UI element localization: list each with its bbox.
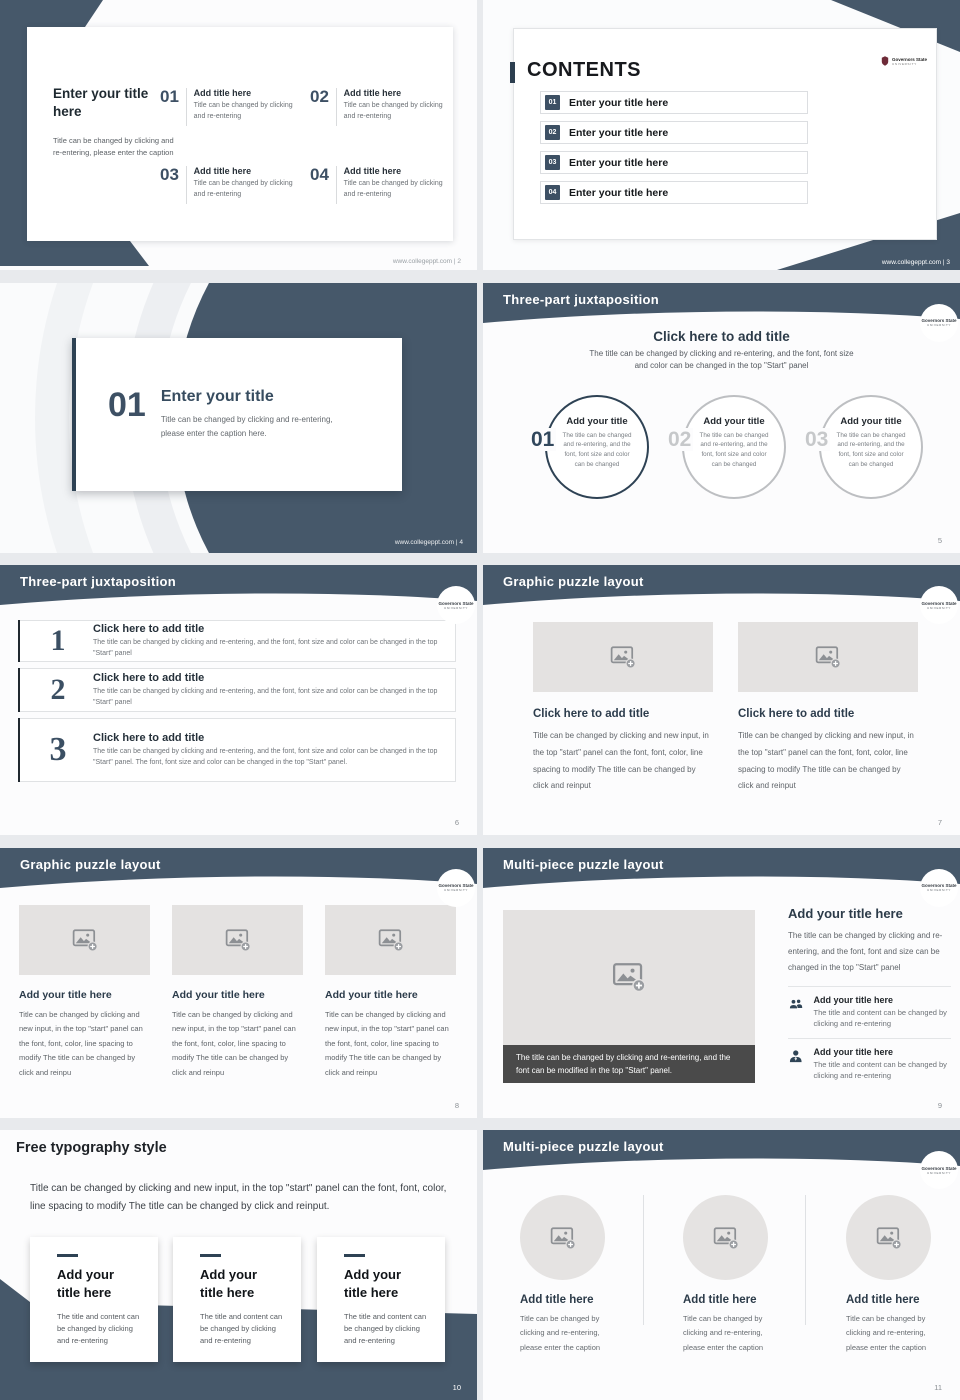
graphic-column xyxy=(325,905,456,1081)
item-title: Add title here xyxy=(193,88,252,98)
row-number: 2 xyxy=(50,673,66,706)
contents-title: CONTENTS xyxy=(527,59,641,81)
image-icon xyxy=(876,1226,902,1250)
image-icon xyxy=(378,928,404,952)
feature-desc: The title and content can be changed by clicking and re-entering xyxy=(813,1007,947,1029)
university-logo-badge xyxy=(437,586,475,624)
university-logo-badge xyxy=(920,586,958,624)
list-row xyxy=(18,620,456,662)
page-number: 5 xyxy=(937,535,942,545)
section-card xyxy=(72,338,402,491)
university-logo-badge xyxy=(920,1151,958,1189)
image-placeholder xyxy=(846,1195,931,1280)
column-title: Add title here xyxy=(683,1294,757,1306)
card-title: Add your title here xyxy=(57,1267,115,1301)
image-icon xyxy=(612,961,646,993)
logo-name: Governors State xyxy=(438,883,474,888)
image-placeholder xyxy=(503,910,755,1045)
column-title: Add title here xyxy=(520,1294,594,1306)
logo-sub: UNIVERSITY xyxy=(926,888,951,892)
image-caption: The title can be changed by clicking and re-entering, and the font can be modified in the top "Start" panel. xyxy=(503,1045,755,1083)
item-desc: Title can be changed by clicking and re-entering xyxy=(193,102,293,120)
column-desc: Title can be changed by clicking and re-entering, please enter the caption xyxy=(846,1314,927,1352)
column-desc: Title can be changed by clicking and new input, in the top "start" panel can the font, font, color, line spacing to modify The title can be changed by click and reinput xyxy=(738,731,914,791)
block-title: Add your title here xyxy=(788,905,903,921)
title-accent-bar xyxy=(510,62,515,83)
item-number-badge: 02 xyxy=(545,125,560,140)
list-row xyxy=(18,718,456,782)
item-number-badge: 04 xyxy=(545,185,560,200)
divider xyxy=(186,88,187,126)
slide-footer: www.collegeppt.com | 4 xyxy=(394,538,463,546)
two-people-icon xyxy=(788,995,803,1014)
logo-name: Governors State xyxy=(892,56,928,62)
header-title: Graphic puzzle layout xyxy=(503,574,644,589)
image-icon xyxy=(610,645,636,669)
content-card xyxy=(27,27,453,241)
dash-accent xyxy=(344,1254,365,1257)
circle-number: 03 xyxy=(805,427,829,451)
page-number: 8 xyxy=(454,1100,459,1110)
page-number: 7 xyxy=(937,818,942,827)
divider xyxy=(186,166,187,204)
logo-sub: UNIVERSITY xyxy=(443,605,468,610)
logo-sub: UNIVERSITY xyxy=(926,1170,951,1175)
header-title: Multi-piece puzzle layout xyxy=(503,1139,664,1154)
item-number-badge: 03 xyxy=(545,155,560,170)
image-icon xyxy=(225,928,251,952)
image-placeholder xyxy=(19,905,150,975)
slide-footer: www.collegeppt.com | 2 xyxy=(392,258,461,265)
section-number: 01 xyxy=(108,385,146,424)
person-icon xyxy=(788,1047,803,1066)
divider xyxy=(805,1195,806,1325)
logo-sub: UNIVERSITY xyxy=(926,323,951,327)
graphic-column xyxy=(172,905,303,1081)
slide-thumbnail-5[interactable] xyxy=(483,283,960,553)
row-number: 1 xyxy=(50,624,66,657)
slide-thumbnail-2[interactable] xyxy=(0,0,477,270)
logo-name: Governors State xyxy=(921,1165,957,1171)
slide-thumbnail-10[interactable] xyxy=(0,1130,477,1400)
image-icon xyxy=(550,1226,576,1250)
column-desc: Title can be changed by clicking and re-entering, please enter the caption xyxy=(520,1314,601,1352)
contents-item xyxy=(540,121,808,144)
column-desc: Title can be changed by clicking and new input, in the top "start" panel can the font, font, color, line spacing to modify The title can be changed by click and reinpu xyxy=(325,1009,449,1077)
slide-thumbnail-9[interactable] xyxy=(483,848,960,1118)
circle-title: Add your title xyxy=(840,415,902,427)
body-paragraph: Title can be changed by clicking and new input, in the top "start" panel can the font, font, color, line spacing to modify The title can be changed by click and reinput. xyxy=(30,1183,447,1212)
page-number: 9 xyxy=(937,1100,942,1110)
slide-thumbnail-11[interactable] xyxy=(483,1130,960,1400)
circle-desc: The title can be changed and re-entering, and the font, font size and color can be changed xyxy=(562,431,632,468)
contents-item xyxy=(540,91,808,114)
circle-column xyxy=(834,1195,944,1355)
item-title: Add title here xyxy=(343,88,402,98)
image-placeholder xyxy=(325,905,456,975)
feature-title: Add your title here xyxy=(813,994,893,1005)
card-desc: The title and content can be changed by clicking and re-entering xyxy=(57,1312,140,1346)
column-desc: Title can be changed by clicking and new input, in the top "start" panel can the font, font, color, line spacing to modify The title can be changed by click and reinpu xyxy=(172,1009,296,1077)
logo-sub: UNIVERSITY xyxy=(892,61,918,66)
page-number: 10 xyxy=(452,1383,461,1392)
circle-column xyxy=(671,1195,781,1355)
feature-desc: The title and content can be changed by clicking and re-entering xyxy=(813,1059,947,1081)
graphic-column xyxy=(19,905,150,1081)
circle-title: Add your title xyxy=(566,415,628,427)
numbered-item xyxy=(310,166,452,204)
item-number: 01 xyxy=(160,87,179,106)
circle-item xyxy=(805,395,923,499)
section-caption: Title can be changed by clicking and re-entering, please enter the caption here. xyxy=(160,414,333,438)
row-desc: The title can be changed by clicking and re-entering, and the font, font size and color can be changed in the top "Start" panel. The font, font size and color can be changed in the top "Start" panel. xyxy=(93,747,438,766)
image-icon xyxy=(713,1226,739,1250)
card-desc: The title and content can be changed by clicking and re-entering xyxy=(200,1312,283,1346)
page-number: 11 xyxy=(934,1383,942,1392)
contents-item xyxy=(540,151,808,174)
circle-desc: The title can be changed and re-entering, and the font, font size and color can be changed xyxy=(836,431,906,468)
divider xyxy=(336,166,337,204)
card-desc: The title and content can be changed by clicking and re-entering xyxy=(344,1312,427,1346)
image-placeholder xyxy=(533,622,713,692)
image-placeholder xyxy=(683,1195,768,1280)
item-number-badge: 01 xyxy=(545,95,560,110)
column-title: Add title here xyxy=(846,1294,920,1306)
text-card xyxy=(317,1237,445,1362)
slide-thumbnail-3[interactable] xyxy=(483,0,960,270)
image-placeholder xyxy=(738,622,918,692)
item-title: Add title here xyxy=(193,166,252,176)
slide-thumbnail-8[interactable] xyxy=(0,848,477,1118)
crest-icon xyxy=(881,56,889,66)
feature-item xyxy=(788,1038,951,1090)
logo-sub: UNIVERSITY xyxy=(926,605,951,610)
circle-column xyxy=(508,1195,618,1355)
row-title: Click here to add title xyxy=(93,731,205,744)
divider xyxy=(336,88,337,126)
header-title: Graphic puzzle layout xyxy=(20,856,161,872)
image-placeholder xyxy=(172,905,303,975)
slide-thumbnail-6[interactable] xyxy=(0,565,477,835)
column-desc: Title can be changed by clicking and new input, in the top "start" panel can the font, font, color, line spacing to modify The title can be changed by click and reinput xyxy=(533,731,709,791)
slide-footer: www.collegeppt.com | 3 xyxy=(881,259,950,266)
header-title: Free typography style xyxy=(16,1140,167,1156)
column-title: Add your title here xyxy=(325,988,418,1001)
item-label: Enter your title here xyxy=(569,126,669,139)
logo-name: Governors State xyxy=(921,318,957,323)
logo-sub: UNIVERSITY xyxy=(443,888,468,892)
row-desc: The title can be changed by clicking and re-entering, and the font, font size and color can be changed in the top "Start" panel xyxy=(93,638,438,657)
row-desc: The title can be changed by clicking and re-entering, and the font, font size and color can be changed in the top "Start" panel xyxy=(93,687,438,706)
circle-desc: The title can be changed and re-entering, and the font, font size and color can be changed xyxy=(699,431,769,468)
header-title: Three-part juxtaposition xyxy=(20,574,176,589)
column-title: Click here to add title xyxy=(738,708,855,720)
university-logo-badge xyxy=(920,304,958,342)
numbered-item xyxy=(160,88,302,126)
item-desc: Title can be changed by clicking and re-entering xyxy=(343,102,443,120)
university-logo-badge xyxy=(920,869,958,907)
circle-title: Add your title xyxy=(703,415,765,427)
item-number: 04 xyxy=(310,165,329,184)
column-title: Add your title here xyxy=(19,988,112,1001)
slide-caption: Title can be changed by clicking and re-entering, please enter the caption xyxy=(53,136,174,157)
dash-accent xyxy=(57,1254,78,1257)
text-card xyxy=(30,1237,158,1362)
item-desc: Title can be changed by clicking and re-entering xyxy=(193,180,293,198)
text-card xyxy=(173,1237,301,1362)
feature-title: Add your title here xyxy=(813,1046,893,1057)
circle-item xyxy=(531,395,649,499)
text-block xyxy=(788,906,951,1091)
feature-item xyxy=(788,987,951,1038)
circle-number: 01 xyxy=(531,427,555,451)
contents-item xyxy=(540,181,808,204)
row-title: Click here to add title xyxy=(93,622,205,635)
image-icon xyxy=(815,645,841,669)
item-label: Enter your title here xyxy=(569,96,669,109)
row-title: Click here to add title xyxy=(93,671,205,684)
item-label: Enter your title here xyxy=(569,186,669,199)
slide-title: Enter your title here xyxy=(53,86,149,119)
column-desc: Title can be changed by clicking and re-entering, please enter the caption xyxy=(683,1314,764,1352)
column-title: Add your title here xyxy=(172,988,265,1001)
university-logo xyxy=(881,56,927,66)
block-desc: The title can be changed by clicking and re-entering, and the font, font and size can be changed in the top "Start" panel xyxy=(788,930,943,972)
column-desc: Title can be changed by clicking and new input, in the top "start" panel can the font, font, color, line spacing to modify The title can be changed by click and reinpu xyxy=(19,1009,143,1077)
numbered-item xyxy=(160,166,302,204)
card-title: Add your title here xyxy=(200,1267,258,1301)
graphic-column xyxy=(738,622,918,795)
page-number: 6 xyxy=(454,818,459,827)
item-number: 02 xyxy=(310,87,329,106)
numbered-item xyxy=(310,88,452,126)
item-desc: Title can be changed by clicking and re-entering xyxy=(343,180,443,198)
logo-name: Governors State xyxy=(921,600,957,606)
header-title: Three-part juxtaposition xyxy=(503,291,659,307)
card-title: Add your title here xyxy=(344,1267,402,1301)
list-row xyxy=(18,668,456,712)
item-label: Enter your title here xyxy=(569,156,669,169)
circle-number: 02 xyxy=(668,427,692,451)
circle-item xyxy=(668,395,786,499)
body-heading: Click here to add title xyxy=(653,328,790,344)
item-number: 03 xyxy=(160,165,179,184)
image-block xyxy=(503,910,755,1083)
graphic-column xyxy=(533,622,713,795)
item-title: Add title here xyxy=(343,166,402,176)
image-icon xyxy=(72,928,98,952)
dash-accent xyxy=(200,1254,221,1257)
logo-name: Governors State xyxy=(921,883,957,888)
body-subheading: The title can be changed by clicking and re-entering, and the font, font size and color can be changed in the top "Start" panel xyxy=(589,348,854,370)
slide-thumbnail-7[interactable] xyxy=(483,565,960,835)
row-number: 3 xyxy=(49,731,67,768)
column-title: Click here to add title xyxy=(533,708,650,720)
divider xyxy=(643,1195,644,1325)
university-logo-badge xyxy=(437,869,475,907)
section-title: Enter your title xyxy=(160,387,274,405)
header-title: Multi-piece puzzle layout xyxy=(503,856,664,872)
image-placeholder xyxy=(520,1195,605,1280)
slide-thumbnail-4[interactable] xyxy=(0,283,477,553)
logo-name: Governors State xyxy=(438,600,474,606)
